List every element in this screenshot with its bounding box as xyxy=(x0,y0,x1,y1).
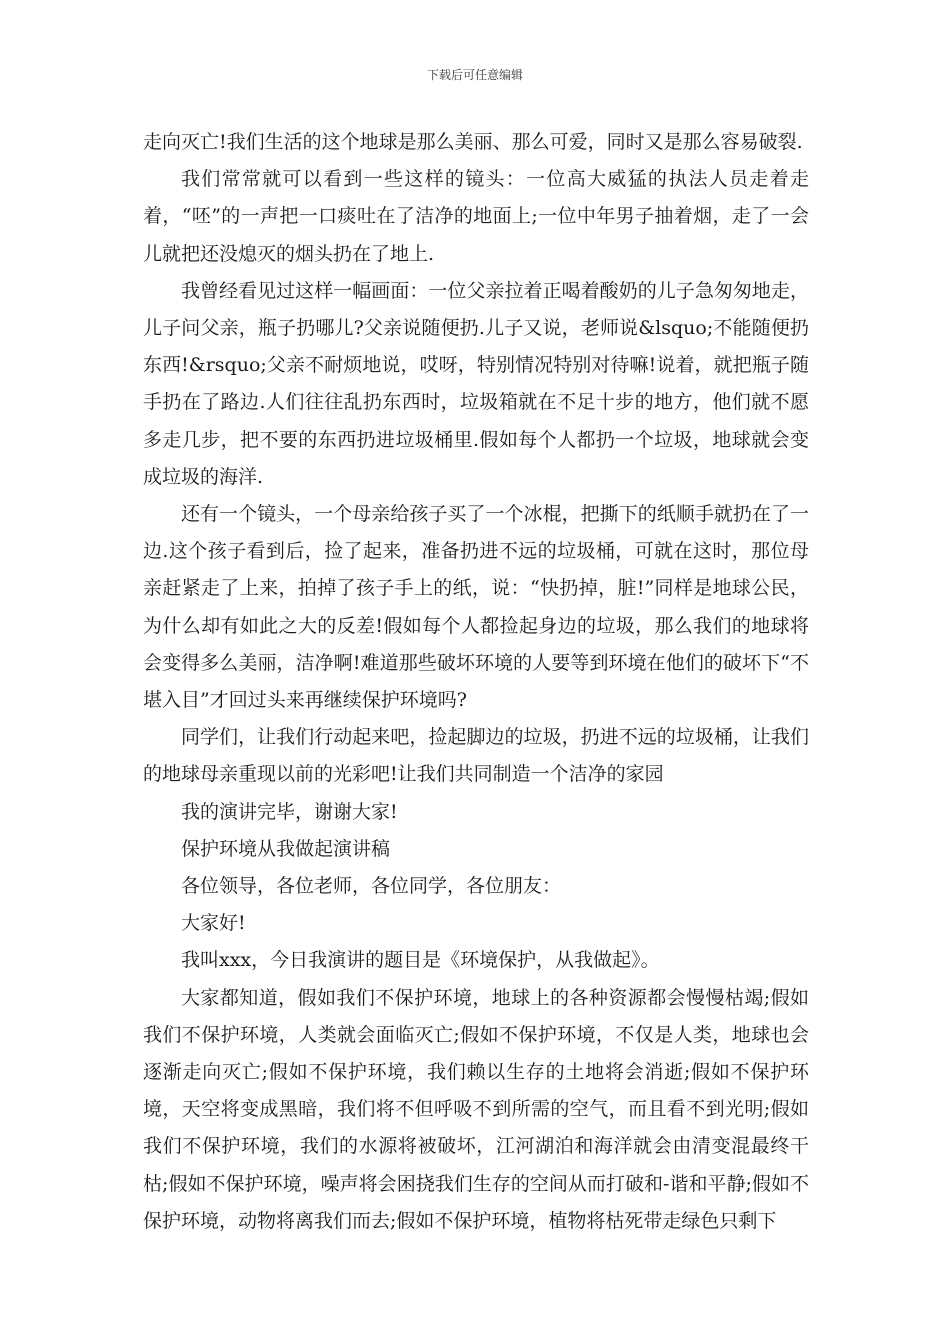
document-body xyxy=(143,124,809,1240)
introduction: 我叫xxx，今日我演讲的题目是《环境保护，从我做起》。 xyxy=(181,949,660,972)
closing-line: 我的演讲完毕，谢谢大家! xyxy=(181,800,398,823)
greeting: 大家好! xyxy=(181,912,246,935)
salutation: 各位领导，各位老师，各位同学，各位朋友： xyxy=(181,875,562,898)
speech-title: 保护环境从我做起演讲稿 xyxy=(181,837,391,860)
paragraph-2: 我们常常就可以看到一些这样的镜头：一位高大威猛的执法人员走着走着，“呸”的一声把一口痰吐在了洁净的地面上;一位中年男子抽着烟，走了一会儿就把还没熄灭的烟头扔在了地上. xyxy=(143,168,809,265)
paragraph-1: 走向灭亡!我们生活的这个地球是那么美丽、那么可爱，同时又是那么容易破裂. xyxy=(143,131,803,153)
paragraph-body: 大家都知道，假如我们不保护环境，地球上的各种资源都会慢慢枯竭;假如我们不保护环境，人类就会面临灭亡;假如不保护环境，不仅是人类，地球也会逐渐走向灭亡;假如不保护环境，我们赖以生存的土地将会消逝;假如不保护环境，天空将变成黑暗，我们将不但呼吸不到所需的空气，而且看不到光明;假如我们不保护环境，我们的水源将被破坏，江河湖泊和海洋就会由清变混最终干枯;假如不保护环境，噪声将会困挠我们生存的空间从而打破和-谐和平静;假如不保护环境，动物将离我们而去;假如不保护环境，植物将枯死带走绿色只剩下 xyxy=(143,986,809,1232)
paragraph-3: 我曾经看见过这样一幅画面：一位父亲拉着正喝着酸奶的儿子急匆匆地走，儿子问父亲，瓶子扔哪儿?父亲说随便扔.儿子又说，老师说&lsquo;不能随便扔东西!&rsquo;父亲不耐烦地说，哎呀，特别情况特别对待嘛!说着，就把瓶子随手扔在了路边.人们往往乱扔东西时，垃圾箱就在不足十步的地方，他们就不愿多走几步，把不要的东西扔进垃圾桶里.假如每个人都扔一个垃圾，地球就会变成垃圾的海洋. xyxy=(143,279,809,488)
page-header: 下载后可任意编辑 xyxy=(426,68,523,82)
paragraph-5: 同学们，让我们行动起来吧，捡起脚边的垃圾，扔进不远的垃圾桶，让我们的地球母亲重现以前的光彩吧!让我们共同制造一个洁净的家园 xyxy=(143,726,809,786)
paragraph-4: 还有一个镜头，一个母亲给孩子买了一个冰棍，把撕下的纸顺手就扔在了一边.这个孩子看到后，捡了起来，准备扔进不远的垃圾桶，可就在这时，那位母亲赶紧走了上来，拍掉了孩子手上的纸，说：“快扔掉，脏!”同样是地球公民，为什么却有如此之大的反差!假如每个人都捡起身边的垃圾，那么我们的地球将会变得多么美丽，洁净啊!难道那些破坏环境的人要等到环境在他们的破坏下“不堪入目”才回过头来再继续保护环境吗? xyxy=(143,503,809,712)
